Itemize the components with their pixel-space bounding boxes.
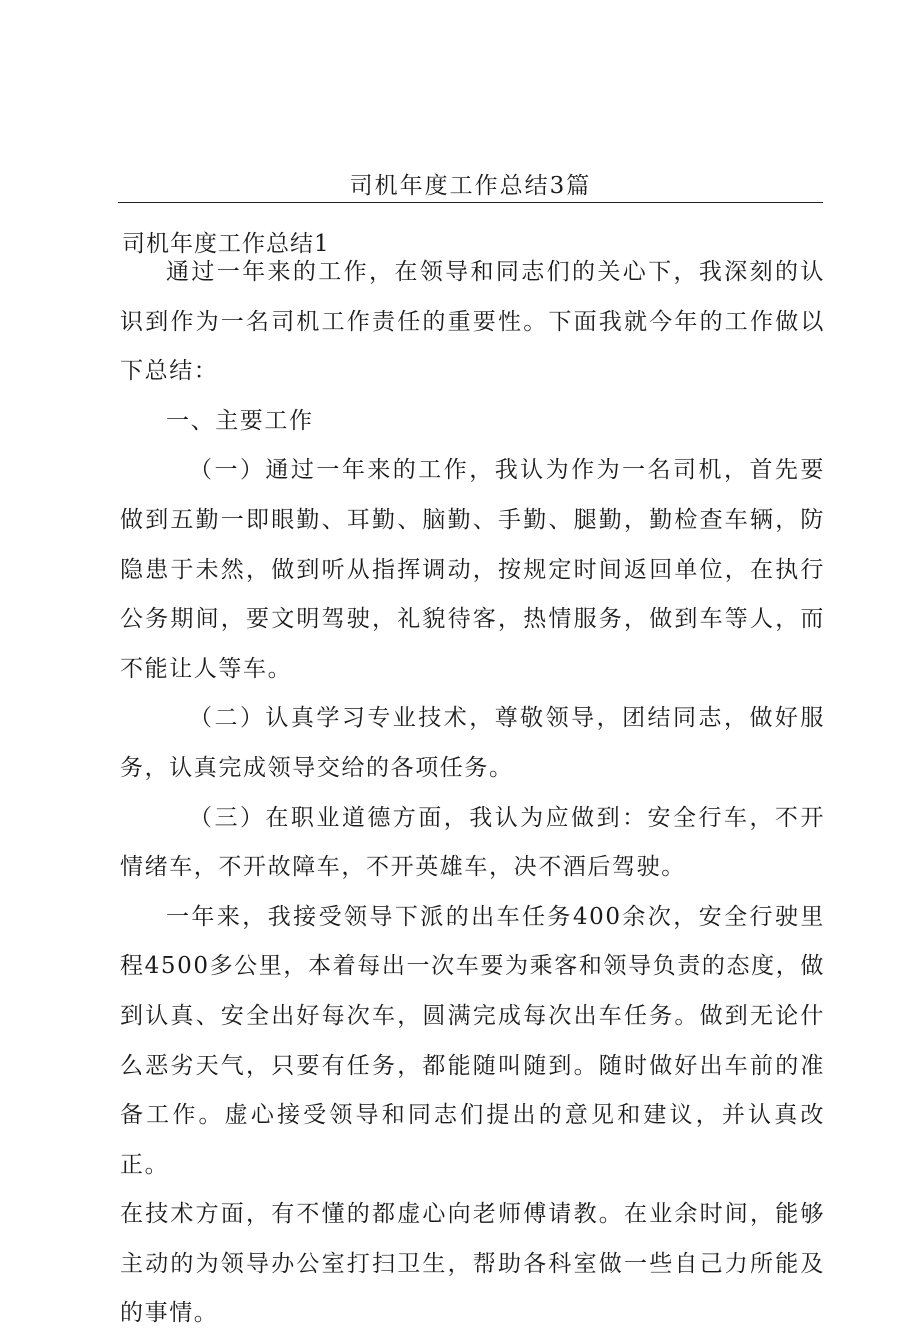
paragraph-item-2: （二）认真学习专业技术，尊敬领导，团结同志，做好服务，认真完成领导交给的各项任务。 [120,705,825,781]
document-title: 司机年度工作总结3篇 [349,173,592,199]
body-text [120,248,825,1339]
subheading-main-work: 一、主要工作 [166,407,314,434]
section-heading: 司机年度工作总结1 [122,231,330,257]
paragraph-technical: 在技术方面，有不懂的都虚心向老师傅请教。在业余时间，能够主动的为领导办公室打扫卫生，帮助各科室做一些自己力所能及的事情。 [120,1201,825,1327]
paragraph-intro: 通过一年来的工作，在领导和同志们的关心下，我深刻的认识到作为一名司机工作责任的重要性。下面我就今年的工作做以下总结： [120,259,825,385]
paragraph-item-1: （一）通过一年来的工作，我认为作为一名司机，首先要做到五勤一即眼勤、耳勤、脑勤、手勤、腿勤，勤检查车辆，防隐患于未然，做到听从指挥调动，按规定时间返回单位，在执行公务期间，要文明驾驶，礼貌待客，热情服务，做到车等人，而不能让人等车。 [120,457,825,682]
paragraph-year-summary: 一年来，我接受领导下派的出车任务400余次，安全行驶里程4500多公里，本着每出一次车要为乘客和领导负责的态度，做到认真、安全出好每次车，圆满完成每次出车任务。做到无论什么恶劣天气，只要有任务，都能随叫随到。随时做好出车前的准备工作。虚心接受领导和同志们提出的意见和建议，并认真改正。 [120,903,825,1178]
title-underline [118,202,823,203]
paragraph-item-3: （三）在职业道德方面，我认为应做到：安全行车，不开情绪车，不开故障车，不开英雄车，决不酒后驾驶。 [120,804,825,881]
